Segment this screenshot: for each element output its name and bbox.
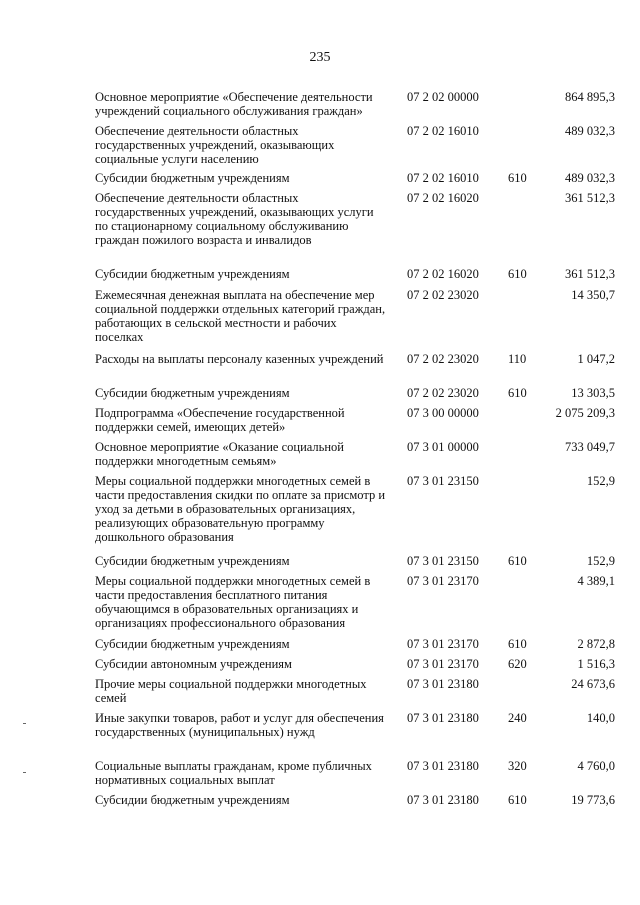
row-vr: 610 bbox=[508, 637, 527, 651]
row-vr: 610 bbox=[508, 554, 527, 568]
row-code: 07 3 01 23180 bbox=[407, 793, 479, 807]
row-amount: 24 673,6 bbox=[571, 677, 615, 691]
row-amount: 489 032,3 bbox=[565, 124, 615, 138]
row-code: 07 3 01 23170 bbox=[407, 574, 479, 588]
scan-speck bbox=[23, 723, 26, 724]
row-code: 07 3 00 00000 bbox=[407, 406, 479, 420]
row-amount: 2 075 209,3 bbox=[555, 406, 615, 420]
row-code: 07 2 02 23020 bbox=[407, 386, 479, 400]
scan-speck bbox=[23, 772, 26, 773]
row-amount: 14 350,7 bbox=[571, 288, 615, 302]
row-amount: 489 032,3 bbox=[565, 171, 615, 185]
row-name: Ежемесячная денежная выплата на обеспечение мер социальной поддержки отдельных категорий граждан, работающих в сельской местности и рабочих поселках bbox=[95, 288, 386, 344]
row-code: 07 2 02 23020 bbox=[407, 352, 479, 366]
row-code: 07 3 01 23150 bbox=[407, 554, 479, 568]
row-vr: 110 bbox=[508, 352, 527, 366]
row-amount: 2 872,8 bbox=[577, 637, 615, 651]
row-code: 07 3 01 23170 bbox=[407, 657, 479, 671]
row-code: 07 2 02 16010 bbox=[407, 124, 479, 138]
row-amount: 733 049,7 bbox=[565, 440, 615, 454]
row-amount: 1 047,2 bbox=[577, 352, 615, 366]
row-code: 07 3 01 23180 bbox=[407, 711, 479, 725]
row-amount: 361 512,3 bbox=[565, 191, 615, 205]
row-name: Меры социальной поддержки многодетных семей в части предоставления скидки по оплате за присмотр и уход за детьми в образовательных организациях, реализующих образовательную программу дошкольного образования bbox=[95, 474, 386, 544]
row-amount: 1 516,3 bbox=[577, 657, 615, 671]
row-name: Субсидии бюджетным учреждениям bbox=[95, 386, 290, 400]
row-code: 07 2 02 23020 bbox=[407, 288, 479, 302]
row-amount: 140,0 bbox=[586, 711, 615, 725]
row-code: 07 2 02 16020 bbox=[407, 191, 479, 205]
row-name: Иные закупки товаров, работ и услуг для обеспечения государственных (муниципальных) нужд bbox=[95, 711, 384, 739]
row-name: Обеспечение деятельности областных государственных учреждений, оказывающих услуги по стационарному социальному обслуживанию граждан пожилого возраста и инвалидов bbox=[95, 191, 374, 247]
row-vr: 610 bbox=[508, 386, 527, 400]
row-name: Субсидии бюджетным учреждениям bbox=[95, 793, 290, 807]
row-code: 07 3 01 23170 bbox=[407, 637, 479, 651]
row-name: Расходы на выплаты персоналу казенных учреждений bbox=[95, 352, 384, 366]
row-code: 07 2 02 16020 bbox=[407, 267, 479, 281]
row-name: Субсидии бюджетным учреждениям bbox=[95, 267, 290, 281]
row-amount: 19 773,6 bbox=[571, 793, 615, 807]
row-name: Меры социальной поддержки многодетных семей в части предоставления бесплатного питания обучающимся в образовательных организациях и организациях профессионального образования bbox=[95, 574, 371, 630]
row-vr: 240 bbox=[508, 711, 527, 725]
row-name: Основное мероприятие «Обеспечение деятельности учреждений социального обслуживания граждан» bbox=[95, 90, 373, 118]
row-vr: 610 bbox=[508, 171, 527, 185]
row-name: Субсидии бюджетным учреждениям bbox=[95, 171, 290, 185]
row-amount: 864 895,3 bbox=[565, 90, 615, 104]
row-code: 07 2 02 16010 bbox=[407, 171, 479, 185]
row-amount: 4 389,1 bbox=[577, 574, 615, 588]
row-name: Подпрограмма «Обеспечение государственной поддержки семей, имеющих детей» bbox=[95, 406, 345, 434]
row-name: Прочие меры социальной поддержки многодетных семей bbox=[95, 677, 367, 705]
row-name: Субсидии бюджетным учреждениям bbox=[95, 637, 290, 651]
row-code: 07 3 01 23180 bbox=[407, 677, 479, 691]
row-code: 07 3 01 23180 bbox=[407, 759, 479, 773]
row-amount: 4 760,0 bbox=[577, 759, 615, 773]
row-amount: 13 303,5 bbox=[571, 386, 615, 400]
row-amount: 361 512,3 bbox=[565, 267, 615, 281]
row-name: Основное мероприятие «Оказание социальной поддержки многодетным семьям» bbox=[95, 440, 344, 468]
page-number: 235 bbox=[309, 50, 331, 65]
row-code: 07 2 02 00000 bbox=[407, 90, 479, 104]
row-vr: 610 bbox=[508, 793, 527, 807]
row-code: 07 3 01 00000 bbox=[407, 440, 479, 454]
row-vr: 610 bbox=[508, 267, 527, 281]
row-vr: 620 bbox=[508, 657, 527, 671]
row-name: Субсидии автономным учреждениям bbox=[95, 657, 292, 671]
row-vr: 320 bbox=[508, 759, 527, 773]
row-name: Социальные выплаты гражданам, кроме публичных нормативных социальных выплат bbox=[95, 759, 372, 787]
row-name: Обеспечение деятельности областных государственных учреждений, оказывающих социальные услуги населению bbox=[95, 124, 335, 166]
row-code: 07 3 01 23150 bbox=[407, 474, 479, 488]
row-amount: 152,9 bbox=[586, 554, 615, 568]
row-name: Субсидии бюджетным учреждениям bbox=[95, 554, 290, 568]
row-amount: 152,9 bbox=[586, 474, 615, 488]
